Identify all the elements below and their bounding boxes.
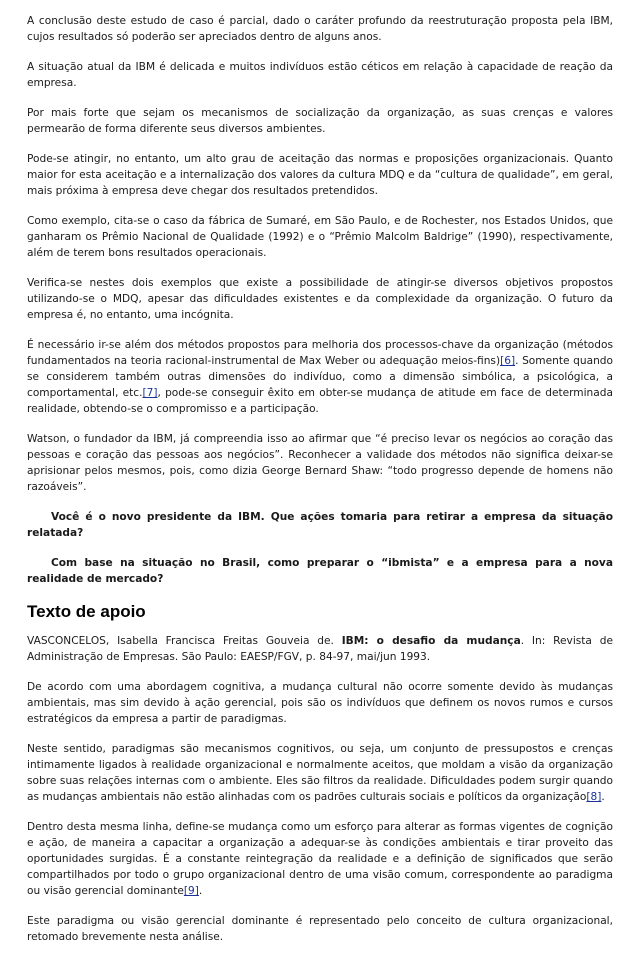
paragraph-watson: Watson, o fundador da IBM, já compreendia isso ao afirmar que “é preciso levar os negócios ao coração das pessoas e coração das pessoas aos negócios”. Reconhecer a validade dos métodos não significa deixar-se aprisionar pelos mesmos, pois, como dizia George Bernard Shaw: “todo progresso depende de homens não razoáveis”.: [27, 433, 613, 493]
reference-citation: [27, 633, 613, 665]
paragraph-conclusao: A conclusão deste estudo de caso é parcial, dado o caráter profundo da reestruturação proposta pela IBM, cujos resultados só poderão ser apreciados dentro de alguns anos.: [27, 15, 613, 43]
paragraph-exemplo: Como exemplo, cita-se o caso da fábrica de Sumaré, em São Paulo, e de Rochester, nos Estados Unidos, que ganharam os Prêmio Nacional de Qualidade (1992) e o “Prêmio Malcolm Baldrige” (1990), respectivamente, além de terem bons resultados operacionais.: [27, 215, 613, 259]
paragraph-linha-end: .: [198, 885, 203, 897]
document-page: [27, 13, 613, 959]
paragraph-necessario-text-c: , pode-se conseguir êxito em obter-se mudança de atitude em face de determinada realidade, obtendo-se o compromisso e a participação.: [27, 387, 613, 415]
paragraph-necessario-text-a: É necessário ir-se além dos métodos propostos para melhoria dos processos-chave da organização (métodos fundamentados na teoria racional-instrumental de Max Weber ou adequação meios-fins): [27, 339, 613, 367]
paragraph-necessario: [27, 337, 613, 417]
question-1: Você é o novo presidente da IBM. Que ações tomaria para retirar a empresa da situação relatada?: [27, 511, 613, 539]
paragraph-mudanca-cultural: De acordo com uma abordagem cognitiva, a mudança cultural não ocorre somente devido às mudanças ambientais, mas sim devido à ação gerencial, pois são os indivíduos que definem os novos rumos e cursos estratégicos da empresa a partir de paradigmas.: [27, 681, 613, 725]
paragraph-aceitacao: Pode-se atingir, no entanto, um alto grau de aceitação das normas e proposições organizacionais. Quanto maior for esta aceitação e a internalização dos valores da cultura MDQ e da “cultura de qualidade”, em geral, mais próxima à empresa deve chegar dos resultados pretendidos.: [27, 153, 613, 197]
footnote-link-9[interactable]: [9]: [183, 885, 199, 897]
paragraph-final: Este paradigma ou visão gerencial dominante é representado pelo conceito de cultura organizacional, retomado brevemente nesta análise.: [27, 915, 613, 943]
footnote-link-8[interactable]: [8]: [586, 791, 602, 803]
paragraph-paradigmas-end: .: [601, 791, 605, 803]
paragraph-verifica: Verifica-se nestes dois exemplos que existe a possibilidade de atingir-se diversos objetivos propostos utilizando-se o MDQ, apesar das dificuldades existentes e da complexidade da organização. O futuro da empresa é, no entanto, uma incógnita.: [27, 277, 613, 321]
reference-source: . In: Revista de Administração de Empresas. São Paulo: EAESP/FGV, p. 84-97, mai/jun 1993.: [27, 635, 613, 663]
paragraph-linha-text: Dentro desta mesma linha, define-se mudança como um esforço para alterar as formas vigentes de cognição e ação, de maneira a capacitar a organização a adequar-se às condições ambientais e tirar proveito das oportunidades surgidas. É a constante reintegração da realidade e a definição de significados que serão compartilhados por todo o grupo organizacional dentro de uma visão comum, correspondente ao paradigma ou visão gerencial dominante: [27, 821, 613, 897]
reference-title: IBM: o desafio da mudança: [341, 635, 521, 647]
footnote-link-7[interactable]: [7]: [142, 387, 158, 399]
footnote-link-6[interactable]: [6]: [500, 355, 516, 367]
question-2: Com base na situação no Brasil, como preparar o “ibmista” e a empresa para a nova realidade de mercado?: [27, 557, 613, 585]
section-heading: Texto de apoio: [27, 602, 146, 621]
paragraph-paradigmas-text: Neste sentido, paradigmas são mecanismos cognitivos, ou seja, um conjunto de pressupostos e crenças intimamente ligados à realidade organizacional e normalmente aceitos, que moldam a visão da organização sobre suas relações internas com o ambiente. Eles são filtros da realidade. Dificuldades podem surgir quando as mudanças ambientais não estão alinhadas com os padrões culturais sociais e políticos da organização: [27, 743, 613, 803]
paragraph-mecanismos: Por mais forte que sejam os mecanismos de socialização da organização, as suas crenças e valores permearão de forma diferente seus diversos ambientes.: [27, 107, 613, 135]
paragraph-paradigmas: [27, 741, 613, 805]
paragraph-necessario-text-b: . Somente quando se considerem também outras dimensões do indivíduo, como a dimensão simbólica, a psicológica, a comportamental, etc.: [27, 355, 613, 399]
reference-author: VASCONCELOS, Isabella Francisca Freitas Gouveia de.: [27, 635, 342, 647]
paragraph-linha: [27, 819, 613, 899]
paragraph-situacao-atual: A situação atual da IBM é delicada e muitos indivíduos estão céticos em relação à capacidade de reação da empresa.: [27, 61, 613, 89]
